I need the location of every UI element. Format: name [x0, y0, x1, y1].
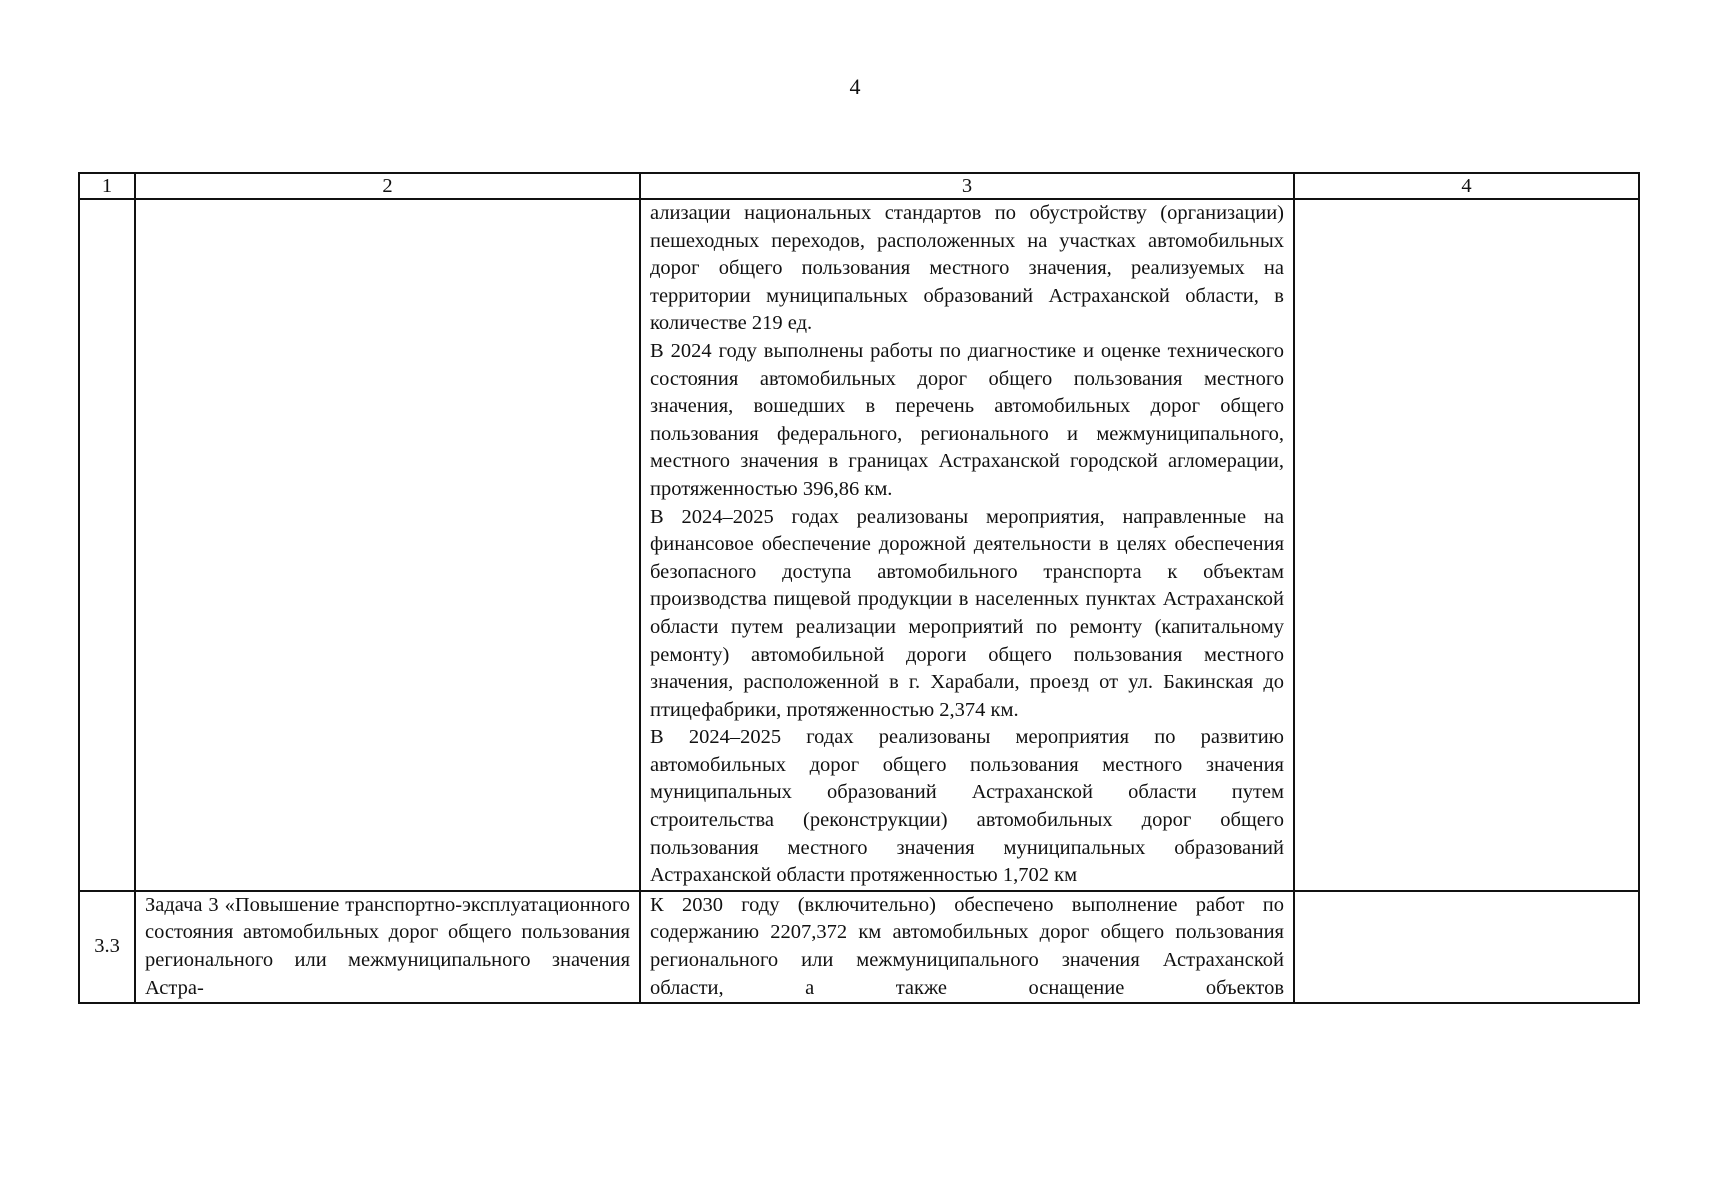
- result-paragraph: ализации национальных стандартов по обустройству (организации) пешеходных переходов, расположенных на участках автомобильных дорог общего пользования местного значения, реализуемых на территории муниципальных образований Астраханской области, в количестве 219 ед.: [650, 202, 1284, 335]
- header-cell-3: 3: [640, 173, 1294, 199]
- header-cell-2: 2: [135, 173, 640, 199]
- page-number: 4: [849, 74, 861, 99]
- result-cell: [640, 199, 1294, 891]
- table-row: [79, 891, 1639, 1003]
- task-cell: [135, 199, 640, 891]
- result-paragraph: В 2024 году выполнены работы по диагностике и оценке технического состояния автомобильных дорог общего пользования местного значения, вошедших в перечень автомобильных дорог общего пользования федерального, регионального и межмуниципального, местного значения в границах Астраханской городской агломерации, протяженностью 396,86 км.: [650, 339, 1284, 500]
- task-cell: Задача 3 «Повышение транспортно-эксплуатационного состояния автомобильных дорог общего пользования регионального или межмуниципального значения Астра-: [135, 891, 640, 1003]
- result-paragraph: В 2024–2025 годах реализованы мероприятия по развитию автомобильных дорог общего пользования местного значения муниципальных образований Астраханской области путем строительства (реконструкции) автомобильных дорог общего пользования местного значения муниципальных образований Астраханской области протяженностью 1,702 км: [650, 726, 1284, 887]
- document-table: [78, 172, 1640, 1004]
- header-cell-1: 1: [79, 173, 135, 199]
- table-header-row: [79, 173, 1639, 199]
- row-number-cell: 3.3: [79, 891, 135, 1003]
- notes-cell: [1294, 891, 1639, 1003]
- result-cell: К 2030 году (включительно) обеспечено выполнение работ по содержанию 2207,372 км автомобильных дорог общего пользования регионального или межмуниципального значения Астраханской области, а также оснащение объектов: [640, 891, 1294, 1003]
- notes-cell: [1294, 199, 1639, 891]
- row-number-cell: [79, 199, 135, 891]
- result-paragraph: В 2024–2025 годах реализованы мероприятия, направленные на финансовое обеспечение дорожной деятельности в целях обеспечения безопасного доступа автомобильного транспорта к объектам производства пищевой продукции в населенных пунктах Астраханской области путем реализации мероприятий по ремонту (капитальному ремонту) автомобильной дороги общего пользования местного значения, расположенной в г. Харабали, проезд от ул. Бакинская до птицефабрики, протяженностью 2,374 км.: [650, 505, 1284, 721]
- table-row: [79, 199, 1639, 891]
- header-cell-4: 4: [1294, 173, 1639, 199]
